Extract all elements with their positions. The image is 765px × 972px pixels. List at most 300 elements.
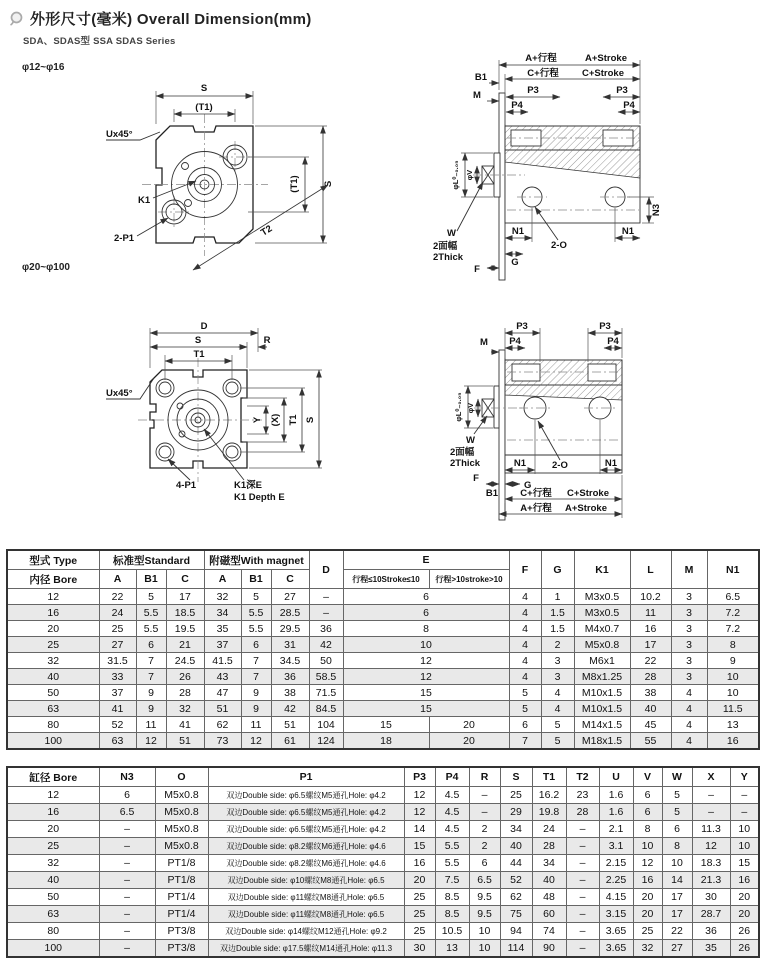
table-cell: 4 [509, 637, 541, 653]
dimension-table-main [6, 549, 760, 750]
table-cell: 51 [204, 701, 241, 717]
dim-label-t1-right: (T1) [289, 175, 300, 193]
table-cell: 34.5 [271, 653, 309, 669]
dimensions [156, 83, 334, 270]
table-cell: 34 [532, 855, 566, 872]
table-cell: 27 [271, 589, 309, 605]
table-cell: – [566, 940, 599, 958]
table-cell: 32 [166, 701, 204, 717]
col-s: S [500, 767, 532, 787]
table-cell: 10.2 [630, 589, 671, 605]
table-cell: 36 [271, 669, 309, 685]
table-cell: 22 [630, 653, 671, 669]
table-cell: 5.5 [136, 605, 166, 621]
k1-label: K1 [138, 195, 151, 206]
p3-right: P3 [599, 321, 611, 332]
table-cell: – [99, 906, 155, 923]
table-cell: M5x0.8 [155, 821, 208, 838]
f-label: F [474, 264, 480, 275]
col-p3: P3 [404, 767, 435, 787]
table-cell: 26 [730, 940, 759, 958]
table-cell: M4x0.7 [574, 621, 630, 637]
table-cell: 6 [343, 605, 509, 621]
c-stroke-cn: C+行程 [520, 488, 552, 499]
table-cell: 9.5 [469, 889, 500, 906]
page-title: 外形尺寸(毫米) Overall Dimension(mm) [30, 11, 312, 28]
table-cell: 63 [99, 733, 136, 750]
d-label: D [200, 321, 208, 332]
table-cell: 12 [7, 787, 99, 804]
table-cell: 18 [343, 733, 429, 750]
table-cell: 20 [7, 821, 99, 838]
table-cell: 1.6 [599, 804, 633, 821]
p4-right: P4 [607, 336, 619, 347]
table-cell: 12 [404, 804, 435, 821]
table-cell: 20 [730, 906, 759, 923]
table-cell: 40 [630, 701, 671, 717]
table-cell: 6 [509, 717, 541, 733]
col-with-magnet: 附磁型With magnet [204, 550, 309, 570]
table-cell: 30 [404, 940, 435, 958]
table-cell: PT3/8 [155, 923, 208, 940]
table-cell: 9.5 [469, 906, 500, 923]
table-cell: – [99, 821, 155, 838]
table-cell: 7 [509, 733, 541, 750]
col-standard: 标准型Standard [99, 550, 204, 570]
table-cell: 43 [204, 669, 241, 685]
chamfer-label: Ux45° [106, 129, 133, 140]
c-stroke-cn: C+行程 [527, 68, 559, 79]
table-cell: 4 [671, 685, 707, 701]
table-cell: 48 [532, 889, 566, 906]
table-cell: 25 [500, 787, 532, 804]
table-row [7, 889, 759, 906]
n1-right: N1 [621, 226, 635, 237]
table-row [7, 940, 759, 958]
table-cell: 4 [671, 717, 707, 733]
table-cell: 55 [630, 733, 671, 750]
table-cell: 1 [541, 589, 574, 605]
table-cell: 80 [7, 717, 99, 733]
front-view-small-bore [98, 70, 418, 275]
table-cell: 13 [707, 717, 759, 733]
table-row [7, 717, 759, 733]
b1-label: B1 [485, 488, 499, 499]
table-row [7, 855, 759, 872]
table-cell: 41 [99, 701, 136, 717]
table-row [7, 787, 759, 804]
table-cell: 34 [500, 821, 532, 838]
table-cell: 12 [343, 653, 509, 669]
table-cell: 114 [500, 940, 532, 958]
table-cell: 4 [671, 701, 707, 717]
table-cell: 20 [404, 872, 435, 889]
y-label: Y [252, 416, 263, 424]
col-v: V [633, 767, 662, 787]
table-cell: 94 [500, 923, 532, 940]
table-row [7, 872, 759, 889]
port-2o-label: 2-O [552, 460, 568, 471]
table-cell: 4 [509, 653, 541, 669]
w-label: W [466, 435, 475, 446]
table-cell: 12 [136, 733, 166, 750]
n3-label: N3 [651, 203, 662, 217]
table2-header [7, 767, 759, 787]
table-cell: 4 [541, 685, 574, 701]
table-cell: 63 [7, 701, 99, 717]
table-cell: 11.3 [692, 821, 730, 838]
table-cell: 11 [630, 605, 671, 621]
table-cell: 10.5 [435, 923, 469, 940]
table-cell: – [730, 787, 759, 804]
col-k1: K1 [574, 550, 630, 589]
port-2o-label: 2-O [551, 240, 567, 251]
table-cell: 16 [7, 804, 99, 821]
col-r: R [469, 767, 500, 787]
table-cell: 28.7 [692, 906, 730, 923]
col-y: Y [730, 767, 759, 787]
dimension-table-ports [6, 766, 760, 958]
table-cell: 26 [166, 669, 204, 685]
table-cell: 16 [404, 855, 435, 872]
table-row [7, 733, 759, 750]
table-cell: 3 [671, 605, 707, 621]
t1-right-label: T1 [288, 414, 299, 426]
table-cell: 38 [630, 685, 671, 701]
table-cell: M10x1.5 [574, 701, 630, 717]
table-cell: 8 [662, 838, 692, 855]
table-cell: 3 [671, 589, 707, 605]
table-cell: 2.25 [599, 872, 633, 889]
table-cell: 双边Double side: φ10螺纹M8通孔Hole: φ6.5 [208, 872, 404, 889]
col-o: O [155, 767, 208, 787]
k1-depth-en: K1 Depth E [234, 492, 285, 503]
table-cell: 24.5 [166, 653, 204, 669]
table-cell: 4 [509, 589, 541, 605]
p1-label: 4-P1 [176, 480, 197, 491]
table-cell: 双边Double side: φ11螺纹M8通孔Hole: φ6.5 [208, 906, 404, 923]
table-cell: 5 [241, 589, 271, 605]
table-row [7, 637, 759, 653]
table-cell: 28 [532, 838, 566, 855]
table-cell: 3 [671, 637, 707, 653]
table-cell: 25 [99, 621, 136, 637]
table-cell: 4.5 [435, 787, 469, 804]
table-cell: M5x0.8 [155, 838, 208, 855]
table-cell: 5.5 [241, 605, 271, 621]
table-cell: 29 [500, 804, 532, 821]
table-cell: 6 [469, 855, 500, 872]
table-row [7, 605, 759, 621]
table-cell: 42 [271, 701, 309, 717]
col-e: E [343, 550, 509, 570]
table-cell: 7.2 [707, 621, 759, 637]
p3-left: P3 [527, 85, 539, 96]
table-cell: 11 [241, 717, 271, 733]
table-cell: 4.5 [435, 821, 469, 838]
body-section [499, 93, 640, 280]
table-cell: 32 [204, 589, 241, 605]
s-right-label: S [305, 416, 316, 424]
table-cell: 40 [7, 872, 99, 889]
table-cell: 12 [7, 589, 99, 605]
table-cell: 15 [343, 685, 509, 701]
table-cell: 36 [309, 621, 343, 637]
f-label: F [473, 473, 479, 484]
table-cell: 42 [309, 637, 343, 653]
p3-right: P3 [616, 85, 628, 96]
table1-body [7, 589, 759, 750]
table-cell: 44 [500, 855, 532, 872]
dim-label-t1-top: (T1) [195, 102, 213, 113]
table-cell: 15 [343, 717, 429, 733]
table-cell: 20 [7, 621, 99, 637]
table-cell: 60 [532, 906, 566, 923]
table-cell: 28.5 [271, 605, 309, 621]
flats-label-en: 2Thick [433, 252, 464, 263]
col-t2: T2 [566, 767, 599, 787]
table-cell: PT1/8 [155, 872, 208, 889]
table-cell: 19.5 [166, 621, 204, 637]
table-cell: 45 [630, 717, 671, 733]
table-cell: 4 [509, 605, 541, 621]
table-cell: 23 [566, 787, 599, 804]
col-b1: B1 [136, 570, 166, 589]
w-label: W [447, 228, 456, 239]
table-cell: 3.65 [599, 923, 633, 940]
table-cell: 124 [309, 733, 343, 750]
table-cell: M6x1 [574, 653, 630, 669]
table-cell: 5 [662, 787, 692, 804]
page-header [8, 8, 312, 29]
table-cell: 19.8 [532, 804, 566, 821]
table-cell: 50 [7, 685, 99, 701]
k1-depth-cn: K1深E [234, 480, 262, 491]
table-cell: 62 [500, 889, 532, 906]
table-cell: – [566, 872, 599, 889]
table-cell: 双边Double side: φ11螺纹M8通孔Hole: φ6.5 [208, 889, 404, 906]
a-stroke-cn: A+行程 [525, 53, 557, 64]
table-cell: 16 [707, 733, 759, 750]
flats-label-cn: 2面幅 [450, 447, 475, 458]
table-cell: 5 [541, 717, 574, 733]
front-view-large-bore [100, 300, 430, 512]
table-cell: – [566, 906, 599, 923]
col-n3: N3 [99, 767, 155, 787]
table-cell: – [469, 787, 500, 804]
table-cell: 20 [730, 889, 759, 906]
phi-v-label: φV [466, 402, 475, 414]
c-stroke-en: C+Stroke [582, 68, 624, 79]
table-cell: 6 [662, 821, 692, 838]
table-cell: 62 [204, 717, 241, 733]
table-cell: 16 [630, 621, 671, 637]
table-cell: 6.5 [99, 804, 155, 821]
phi-l-label: φL⁰₋₀.₀₅ [454, 392, 463, 422]
table-cell: 27 [99, 637, 136, 653]
flats-label-en: 2Thick [450, 458, 481, 469]
table-cell: 34 [204, 605, 241, 621]
table-cell: 9 [241, 685, 271, 701]
table-cell: 50 [7, 889, 99, 906]
table-cell: – [566, 855, 599, 872]
table-cell: 5 [509, 685, 541, 701]
table-cell: 12 [692, 838, 730, 855]
table-cell: 35 [204, 621, 241, 637]
col-u: U [599, 767, 633, 787]
table-cell: 12 [343, 669, 509, 685]
table-cell: 双边Double side: φ6.5螺纹M5通孔Hole: φ4.2 [208, 787, 404, 804]
table-cell: 3 [541, 669, 574, 685]
table-cell: 20 [633, 906, 662, 923]
table-cell: M5x0.8 [574, 637, 630, 653]
table-cell: PT3/8 [155, 940, 208, 958]
table-row [7, 589, 759, 605]
table1-header [7, 550, 759, 589]
table-cell: 9 [136, 685, 166, 701]
table-cell: 10 [343, 637, 509, 653]
table-cell: 10 [730, 821, 759, 838]
table-cell: 52 [99, 717, 136, 733]
table-cell: 10 [633, 838, 662, 855]
table-cell: 11.5 [707, 701, 759, 717]
table-row [7, 838, 759, 855]
table-cell: M8x1.25 [574, 669, 630, 685]
table-cell: 25 [404, 889, 435, 906]
table-cell: – [692, 787, 730, 804]
table-cell: 26 [730, 923, 759, 940]
table-row [7, 923, 759, 940]
phi-l-label: φL⁰₋₀.₀₅ [451, 160, 460, 190]
table-cell: 7 [136, 669, 166, 685]
t1-label: T1 [193, 349, 205, 360]
table-cell: 2 [469, 838, 500, 855]
table-cell: 4 [541, 701, 574, 717]
n1-left: N1 [511, 226, 525, 237]
table-cell: 40 [532, 872, 566, 889]
table-cell: 24 [532, 821, 566, 838]
table-row [7, 685, 759, 701]
table-cell: 5.5 [435, 855, 469, 872]
table-cell: 75 [500, 906, 532, 923]
flats-label-cn: 2面幅 [433, 241, 458, 252]
table-cell: 双边Double side: φ17.5螺纹M14通孔Hole: φ11.3 [208, 940, 404, 958]
g-label: G [511, 257, 519, 268]
table-cell: 10 [662, 855, 692, 872]
table-cell: 15 [730, 855, 759, 872]
col-b1: B1 [241, 570, 271, 589]
col-t1: T1 [532, 767, 566, 787]
table-cell: 22 [99, 589, 136, 605]
table-row [7, 701, 759, 717]
side-view-large-bore [420, 300, 765, 522]
table-cell: 13 [435, 940, 469, 958]
r-label: R [263, 335, 271, 346]
table-cell: 7 [136, 653, 166, 669]
table-cell: 9 [707, 653, 759, 669]
col-x: X [692, 767, 730, 787]
table-cell: 4 [671, 733, 707, 750]
table-cell: M5x0.8 [155, 804, 208, 821]
side-view-small-bore [425, 50, 765, 282]
table-row [7, 821, 759, 838]
table-cell: 104 [309, 717, 343, 733]
table-cell: 25 [7, 838, 99, 855]
table-cell: 1.6 [599, 787, 633, 804]
table-cell: – [730, 804, 759, 821]
table-cell: 3 [541, 653, 574, 669]
table-cell: 7.2 [707, 605, 759, 621]
table-cell: – [309, 605, 343, 621]
table-cell: 25 [633, 923, 662, 940]
table-cell: 10 [469, 940, 500, 958]
table-cell: 14 [662, 872, 692, 889]
table-cell: 12 [404, 787, 435, 804]
col-p1: P1 [208, 767, 404, 787]
table-cell: PT1/4 [155, 889, 208, 906]
bore-range-small: φ12~φ16 [22, 62, 65, 73]
table-cell: 8 [343, 621, 509, 637]
table-cell: 10 [469, 923, 500, 940]
table-cell: 51 [271, 717, 309, 733]
table-cell: – [566, 889, 599, 906]
table-cell: 6 [343, 589, 509, 605]
c-stroke-en: C+Stroke [567, 488, 609, 499]
a-stroke-en: A+Stroke [585, 53, 627, 64]
table-cell: 6 [633, 804, 662, 821]
col-n1: N1 [707, 550, 759, 589]
col-c: C [271, 570, 309, 589]
table-cell: 37 [204, 637, 241, 653]
table-cell: 41 [166, 717, 204, 733]
dimensions-top [473, 52, 640, 124]
series-subtitle: SDA、SDAS型 SSA SDAS Series [23, 36, 176, 47]
table-cell: – [566, 821, 599, 838]
table-cell: – [99, 855, 155, 872]
table-cell: 双边Double side: φ8.2螺纹M6通孔Hole: φ4.6 [208, 838, 404, 855]
table-cell: 2 [469, 821, 500, 838]
col-a: A [204, 570, 241, 589]
table-cell: 16.2 [532, 787, 566, 804]
table-cell: 40 [7, 669, 99, 685]
table-row [7, 653, 759, 669]
table-cell: 58.5 [309, 669, 343, 685]
table-cell: 22 [662, 923, 692, 940]
table-cell: 31 [271, 637, 309, 653]
table-cell: 100 [7, 733, 99, 750]
table-cell: 15 [404, 838, 435, 855]
table-cell: PT1/4 [155, 906, 208, 923]
table-cell: 6.5 [707, 589, 759, 605]
table-cell: 10 [707, 669, 759, 685]
table-cell: 6 [241, 637, 271, 653]
table-cell: 61 [271, 733, 309, 750]
p3-left: P3 [516, 321, 528, 332]
table-cell: 5.5 [136, 621, 166, 637]
b1-label: B1 [474, 72, 488, 83]
col-bore: 内径 Bore [7, 570, 99, 589]
s-label: S [194, 335, 202, 346]
col-a: A [99, 570, 136, 589]
a-stroke-en: A+Stroke [565, 503, 607, 514]
table-cell: 90 [532, 940, 566, 958]
table-cell: M18x1.5 [574, 733, 630, 750]
table-cell: 7 [241, 669, 271, 685]
table-cell: 2.15 [599, 855, 633, 872]
table-cell: 17 [630, 637, 671, 653]
phi-v-label: φV [465, 169, 474, 181]
table-cell: 14 [404, 821, 435, 838]
